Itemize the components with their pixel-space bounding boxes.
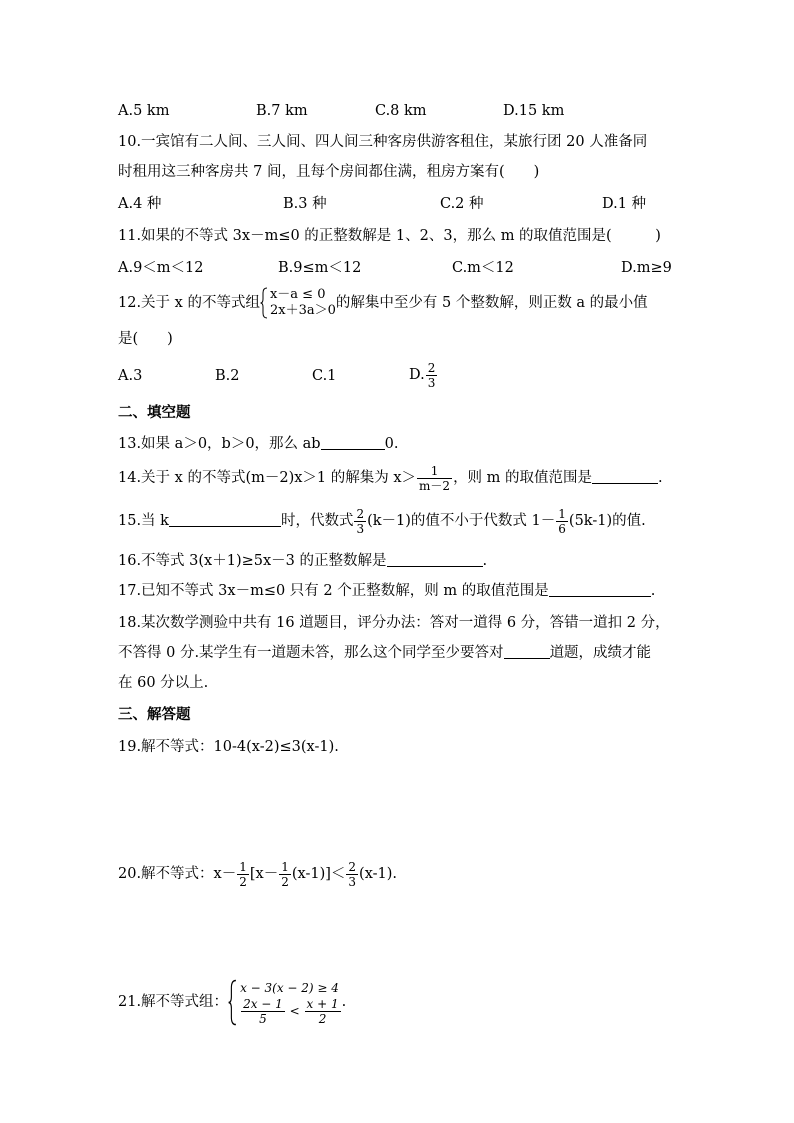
q10-option-a: A.4 种: [118, 196, 162, 212]
q9-option-d: D.15 km: [503, 103, 565, 119]
q20-mid2: (x-1)]＜: [291, 866, 346, 882]
q20-suffix: (x-1).: [359, 866, 398, 882]
q21: [118, 972, 346, 1032]
q9-option-c: C.8 km: [375, 103, 427, 119]
q18-line2-suffix: 道题，成绩才能: [549, 645, 652, 661]
q21-system-row2: [240, 997, 342, 1026]
q15-mid2: (k－1)的值不小于代数式 1－: [367, 513, 556, 529]
q11-option-c: C.m＜12: [452, 260, 514, 276]
fraction-numerator: 2: [348, 859, 357, 874]
q14-fraction: [417, 464, 452, 493]
q21-system: [228, 979, 342, 1026]
fraction-denominator: 2: [281, 874, 289, 889]
q21-fraction-2: [305, 997, 341, 1026]
q12-option-a: A.3: [118, 368, 143, 384]
q9-option-a: A.5 km: [118, 103, 170, 119]
q12-option-d-fraction: [426, 361, 438, 390]
q12-system-row1: x－a ≤ 0: [269, 287, 326, 302]
q20-fraction-1: [237, 860, 249, 889]
q15-fraction-2: [556, 507, 568, 536]
q18-line1: 18.某次数学测验中共有 16 道题目，评分办法：答对一道得 6 分，答错一道扣 2 分，: [118, 615, 670, 631]
q11-option-d: D.m≥9: [621, 260, 672, 276]
fraction-denominator: 3: [427, 375, 436, 390]
fraction-numerator: 1: [281, 859, 289, 874]
fraction-denominator: 5: [259, 1011, 267, 1026]
q12-prefix: 12.关于 x 的不等式组: [118, 295, 260, 311]
q15-mid: 时，代数式: [280, 513, 354, 529]
q20-fraction-2: [279, 860, 291, 889]
q17-end: .: [650, 583, 656, 599]
fraction-denominator: m－2: [419, 478, 451, 493]
q12-line2: 是( ): [118, 331, 173, 347]
q10-option-d: D.1 种: [602, 196, 647, 212]
q19: 19.解不等式：10-4(x-2)≤3(x-1).: [118, 739, 339, 755]
fraction-numerator: 2: [356, 506, 365, 521]
q15-prefix: 15.当 k: [118, 513, 169, 529]
q12-option-b: B.2: [215, 368, 240, 384]
q12-suffix: 的解集中至少有 5 个整数解，则正数 a 的最小值: [335, 295, 648, 311]
q20-fraction-3: [346, 860, 358, 889]
q17-blank[interactable]: [549, 582, 651, 597]
q9-option-b: B.7 km: [256, 103, 308, 119]
q20-mid: [x－: [249, 866, 279, 882]
brace-icon: [260, 287, 268, 319]
fraction-numerator: 1: [239, 859, 247, 874]
q16: [118, 551, 487, 571]
fraction-numerator: 2: [427, 360, 436, 375]
q13: [118, 434, 398, 454]
q12-option-d: [409, 358, 438, 392]
q10-option-b: B.3 种: [283, 196, 327, 212]
q18-blank[interactable]: [504, 644, 550, 659]
q15-fraction-1: [354, 507, 366, 536]
q12-option-c: C.1: [312, 368, 337, 384]
q12-option-d-label: D.: [409, 367, 425, 383]
fraction-numerator: 1: [558, 506, 566, 521]
q12-system: [260, 287, 336, 319]
q12-system-row2: 2x＋3a＞0: [269, 303, 336, 318]
fraction-denominator: 6: [558, 521, 566, 536]
fraction-numerator: 1: [417, 464, 452, 479]
q15-suffix: (5k-1)的值.: [568, 513, 646, 529]
q16-end: .: [482, 553, 488, 569]
fraction-denominator: 3: [356, 521, 365, 536]
q13-suffix: 0.: [384, 436, 399, 452]
q14-suffix: ，则 m 的取值范围是: [453, 470, 593, 486]
q21-fraction-1: [241, 997, 285, 1026]
q14-prefix: 14.关于 x 的不等式(m－2)x＞1 的解集为 x＞: [118, 470, 417, 486]
q20-prefix: 20.解不等式：x－: [118, 866, 237, 882]
q14-end: .: [658, 470, 663, 486]
brace-icon: [228, 979, 237, 1026]
q15-blank[interactable]: [169, 512, 281, 527]
fraction-denominator: 2: [239, 874, 247, 889]
q13-prefix: 13.如果 a＞0，b＞0，那么 ab: [118, 436, 321, 452]
fraction-denominator: 3: [348, 874, 357, 889]
q17-prefix: 17.已知不等式 3x－m≤0 只有 2 个正整数解，则 m 的取值范围是: [118, 583, 549, 599]
q21-less-than: <: [289, 1003, 300, 1018]
q21-system-row1: x − 3(x − 2) ≥ 4: [240, 980, 339, 995]
q16-blank[interactable]: [387, 552, 483, 567]
q14-blank[interactable]: [592, 469, 658, 484]
q18-line2-prefix: 不答得 0 分.某学生有一道题未答，那么这个同学至少要答对: [118, 645, 504, 661]
q17: [118, 581, 655, 601]
fraction-numerator: 2x − 1: [243, 996, 283, 1011]
q10-line1: 10.一宾馆有二人间、三人间、四人间三种客房供游客租住，某旅行团 20 人准备同: [118, 134, 648, 150]
section-heading-fill-blank: 二、填空题: [118, 404, 191, 421]
q10-line2: 时租用这三种客房共 7 间，且每个房间都住满，租房方案有( ): [118, 164, 540, 180]
q15: [118, 503, 646, 539]
q14: [118, 460, 663, 496]
q11-line: 11.如果的不等式 3x－m≤0 的正整数解是 1、2、3，那么 m 的取值范围是( ): [118, 228, 661, 244]
q11-option-a: A.9＜m＜12: [118, 260, 204, 276]
q20: [118, 856, 397, 892]
q12-line1: [118, 284, 648, 322]
q18-line3: 在 60 分以上.: [118, 675, 209, 691]
q21-prefix: 21.解不等式组：: [118, 994, 229, 1010]
q13-blank[interactable]: [321, 435, 385, 450]
q10-option-c: C.2 种: [440, 196, 484, 212]
q11-option-b: B.9≤m＜12: [278, 260, 362, 276]
fraction-denominator: 2: [318, 1011, 327, 1026]
q21-suffix: .: [341, 994, 347, 1010]
section-heading-answers: 三、解答题: [118, 706, 191, 723]
fraction-numerator: x + 1: [306, 996, 339, 1011]
q16-prefix: 16.不等式 3(x＋1)≥5x－3 的正整数解是: [118, 553, 387, 569]
q18-line2: [118, 643, 651, 663]
